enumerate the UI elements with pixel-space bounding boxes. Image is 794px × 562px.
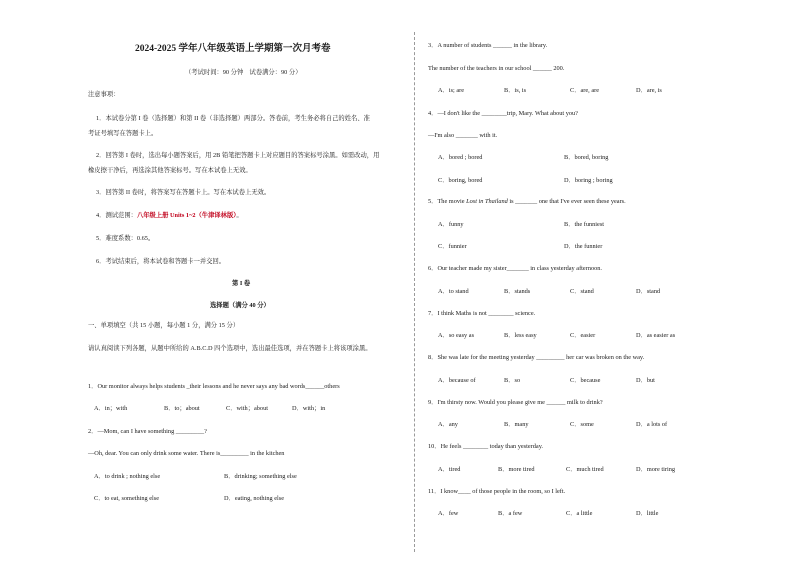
q3-option-a: A．is; are [438, 87, 465, 94]
q8-option-c: C．because [570, 377, 601, 384]
question-instruction: 请认真阅读下列各题，从题中所给的 A.B.C.D 四个选项中，选出最佳选项，并在答题卡上将该项涂黑。 [88, 345, 372, 352]
question-6: 6．Our teacher made my sister_______ in class yesterday afternoon. [428, 265, 602, 272]
q10-option-d: D．more tiring [636, 466, 675, 473]
q11-option-d: D．little [636, 510, 659, 517]
q3-option-c: C．are, are [570, 87, 600, 94]
note-4-suffix: 。 [236, 212, 243, 219]
note-4-scope: 八年级上册 Units 1~2（牛津译林版） [136, 212, 237, 219]
q8-option-d: D．but [636, 377, 655, 384]
q1-option-b: B．to；about [164, 405, 200, 412]
question-4-line-1: 4．—I don't like the ________trip, Mary. What about you? [428, 110, 578, 117]
q4-option-b: B．bored, boring [564, 154, 609, 161]
q2-option-a: A．to drink ; nothing else [94, 473, 161, 480]
column-divider [414, 32, 415, 552]
question-4-line-2: —I'm also _______ with it. [428, 132, 498, 139]
q9-option-b: B．many [504, 421, 529, 428]
question-8: 8．She was late for the meeting yesterday _________ her car was broken on the way. [428, 354, 645, 361]
q9-option-c: C．some [570, 421, 594, 428]
q7-option-b: B．less easy [504, 332, 537, 339]
question-1: 1．Our monitor always helps students _their lessons and he never says any bad words______others [88, 383, 340, 390]
question-group-title: 一、单项填空（共 15 小题，每小题 1 分，满分 15 分） [88, 322, 240, 329]
q11-option-a: A．few [438, 510, 459, 517]
q10-option-a: A．tired [438, 466, 461, 473]
note-1-line-1: 1．本试卷分第 I 卷（选择题）和第 II 卷（非选择题）两部分。答卷前，考生务必将自己的姓名、准 [96, 115, 370, 122]
question-3-line-2: The number of the teachers in our school ______ 200. [428, 65, 565, 72]
q5-option-a: A．funny [438, 221, 464, 228]
exam-title: 2024-2025 学年八年级英语上学期第一次月考卷 [135, 44, 331, 54]
q11-option-c: C．a little [566, 510, 593, 517]
note-2-line-1: 2．回答第 I 卷时，选出每小题答案后，用 2B 铅笔把答题卡上对应题目的答案标号涂黑。如需改动，用 [96, 152, 380, 159]
note-4-prefix: 4．测试范围： [96, 212, 137, 219]
question-3-line-1: 3．A number of students ______ in the library. [428, 42, 548, 49]
q3-option-d: D．are, is [636, 87, 662, 94]
note-6: 6．考试结束后，将本试卷和答题卡一并交回。 [96, 258, 226, 265]
q4-option-d: D．boring ; boring [564, 177, 613, 184]
q9-option-d: D．a lots of [636, 421, 668, 428]
q5-prefix: 5．The movie [428, 198, 467, 205]
q1-option-a: A．in；with [94, 405, 128, 412]
q2-option-c: C．to eat, something else [94, 495, 160, 502]
q5-option-c: C．funnier [438, 243, 467, 250]
q6-option-d: D．stand [636, 288, 661, 295]
q4-option-a: A．bored ; bored [438, 154, 483, 161]
q4-option-c: C．boring, bored [438, 177, 483, 184]
q10-option-c: C．much tired [566, 466, 604, 473]
q7-option-c: C．easier [570, 332, 596, 339]
q10-option-b: B．more tired [498, 466, 535, 473]
q9-option-a: A．any [438, 421, 458, 428]
question-2-line-1: 2．—Mom, can I have something _________? [88, 428, 207, 435]
note-1-line-2: 考证号填写在答题卡上。 [88, 130, 158, 137]
q2-option-b: B．drinking; something else [224, 473, 297, 480]
q1-option-c: C．with；about [226, 405, 268, 412]
question-2-line-2: —Oh, dear. You can only drink some water. There is_________ in the kitchen [88, 450, 285, 457]
q6-option-b: B．stands [504, 288, 531, 295]
q5-option-b: B．the funniest [564, 221, 605, 228]
q11-option-b: B．a few [498, 510, 523, 517]
question-5 [428, 198, 626, 206]
q7-option-d: D．as easier as [636, 332, 676, 339]
q6-option-c: C．stand [570, 288, 594, 295]
note-5: 5．难度系数：0.65。 [96, 235, 155, 242]
question-7: 7．I think Maths is not ________ science. [428, 310, 536, 317]
q7-option-a: A．so easy as [438, 332, 475, 339]
question-9: 9．I'm thirsty now. Would you please give me ______ milk to drink? [428, 399, 603, 406]
q2-option-d: D．eating, nothing else [224, 495, 284, 502]
q6-option-a: A．to stand [438, 288, 469, 295]
q8-option-b: B．so [504, 377, 521, 384]
question-11: 11．I know____ of those people in the room, so I left. [428, 488, 566, 495]
note-4 [96, 212, 243, 220]
part-heading: 第 I 卷 [232, 280, 251, 287]
q1-option-d: D．with；in [292, 405, 326, 412]
notes-heading: 注意事项： [88, 91, 120, 98]
question-10: 10．He feels ________ today than yesterday. [428, 443, 544, 450]
q3-option-b: B．is, is [504, 87, 527, 94]
note-2-line-2: 橡皮擦干净后，再选涂其他答案标号。写在本试卷上无效。 [88, 167, 252, 174]
q5-movie-title: Lost in Thailand [466, 198, 508, 205]
section-heading: 选择题（满分 40 分） [210, 302, 270, 309]
q8-option-a: A．because of [438, 377, 476, 384]
note-3: 3．回答第 II 卷时，将答案写在答题卡上。写在本试卷上无效。 [96, 189, 271, 196]
exam-subtitle: （考试时间：90 分钟 试卷满分：90 分） [185, 69, 302, 76]
q5-suffix: is _______ one that I've ever seen these years. [507, 198, 626, 205]
q5-option-d: D．the funnier [564, 243, 603, 250]
